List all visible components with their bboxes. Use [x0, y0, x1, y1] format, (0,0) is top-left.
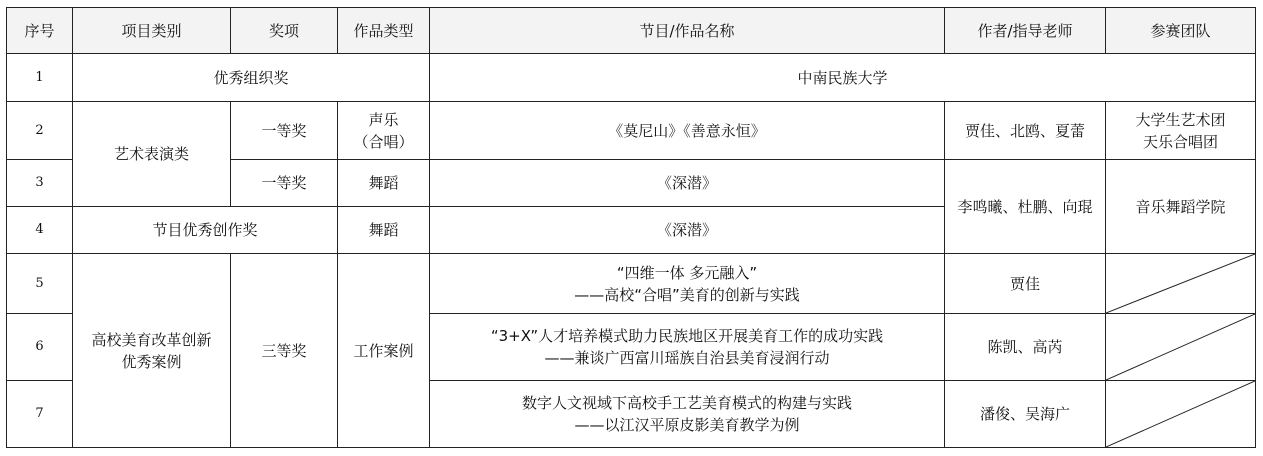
work-cell: 《深潜》	[430, 160, 945, 207]
team-cell	[1106, 102, 1256, 160]
award-cell: 一等奖	[231, 160, 338, 207]
type-cell: 舞蹈	[338, 160, 430, 207]
header-row	[7, 8, 1256, 54]
type-line: （合唱）	[353, 132, 414, 151]
table-row	[7, 254, 1256, 314]
team-cell-empty	[1106, 381, 1256, 448]
work-cell	[430, 314, 945, 381]
work-line: “3+X”人才培养模式助力民族地区开展美育工作的成功实践	[490, 327, 884, 345]
work-cell	[430, 381, 945, 448]
author-cell: 贾佳	[945, 254, 1106, 314]
team-cell-empty	[1106, 254, 1256, 314]
diagonal-slash-icon	[1106, 254, 1255, 313]
category-cell	[73, 254, 231, 448]
type-cell: 舞蹈	[338, 207, 430, 254]
header-award: 奖项	[231, 8, 338, 54]
work-cell: 《深潜》	[430, 207, 945, 254]
team-cell: 音乐舞蹈学院	[1106, 160, 1256, 254]
author-cell: 潘俊、吴海广	[945, 381, 1106, 448]
award-cell: 一等奖	[231, 102, 338, 160]
award-table	[6, 7, 1256, 448]
type-line: 声乐	[368, 110, 399, 129]
work-line: ——兼谈广西富川瑶族自治县美育浸润行动	[544, 349, 830, 367]
type-cell: 工作案例	[338, 254, 430, 448]
header-category: 项目类别	[73, 8, 231, 54]
type-cell	[338, 102, 430, 160]
team-line: 天乐合唱团	[1142, 132, 1218, 151]
author-cell: 陈凯、高芮	[945, 314, 1106, 381]
header-type: 作品类型	[338, 8, 430, 54]
row-no: 6	[7, 314, 73, 381]
diagonal-slash-icon	[1106, 314, 1255, 380]
header-author: 作者/指导老师	[945, 8, 1106, 54]
row-no: 3	[7, 160, 73, 207]
row-no: 4	[7, 207, 73, 254]
work-line: 数字人文视域下高校手工艺美育模式的构建与实践	[521, 394, 852, 412]
diagonal-slash-icon	[1106, 381, 1255, 447]
header-no: 序号	[7, 8, 73, 54]
work-line: ——高校“合唱”美育的创新与实践	[574, 285, 800, 304]
work-line: ——以江汉平原皮影美育教学为例	[574, 416, 800, 434]
row-no: 5	[7, 254, 73, 314]
category-line: 高校美育改革创新	[91, 330, 212, 349]
header-work: 节目/作品名称	[430, 8, 945, 54]
category-cell: 优秀组织奖	[73, 54, 430, 102]
table-row	[7, 102, 1256, 160]
row-no: 2	[7, 102, 73, 160]
header-team: 参赛团队	[1106, 8, 1256, 54]
category-cell: 艺术表演类	[73, 102, 231, 207]
table-row	[7, 54, 1256, 102]
work-cell	[430, 254, 945, 314]
author-cell: 贾佳、北鸥、夏蕾	[945, 102, 1106, 160]
category-line: 优秀案例	[121, 352, 182, 371]
author-cell: 李鸣曦、杜鹏、向琨	[945, 160, 1106, 254]
table-container	[6, 7, 1256, 448]
work-cell: 中南民族大学	[430, 54, 1256, 102]
team-line: 大学生艺术团	[1135, 110, 1226, 129]
work-line: “四维一体 多元融入”	[616, 263, 758, 282]
award-cell: 三等奖	[231, 254, 338, 448]
row-no: 1	[7, 54, 73, 102]
row-no: 7	[7, 381, 73, 448]
team-cell-empty	[1106, 314, 1256, 381]
work-cell: 《莫尼山》《善意永恒》	[430, 102, 945, 160]
category-cell: 节目优秀创作奖	[73, 207, 338, 254]
